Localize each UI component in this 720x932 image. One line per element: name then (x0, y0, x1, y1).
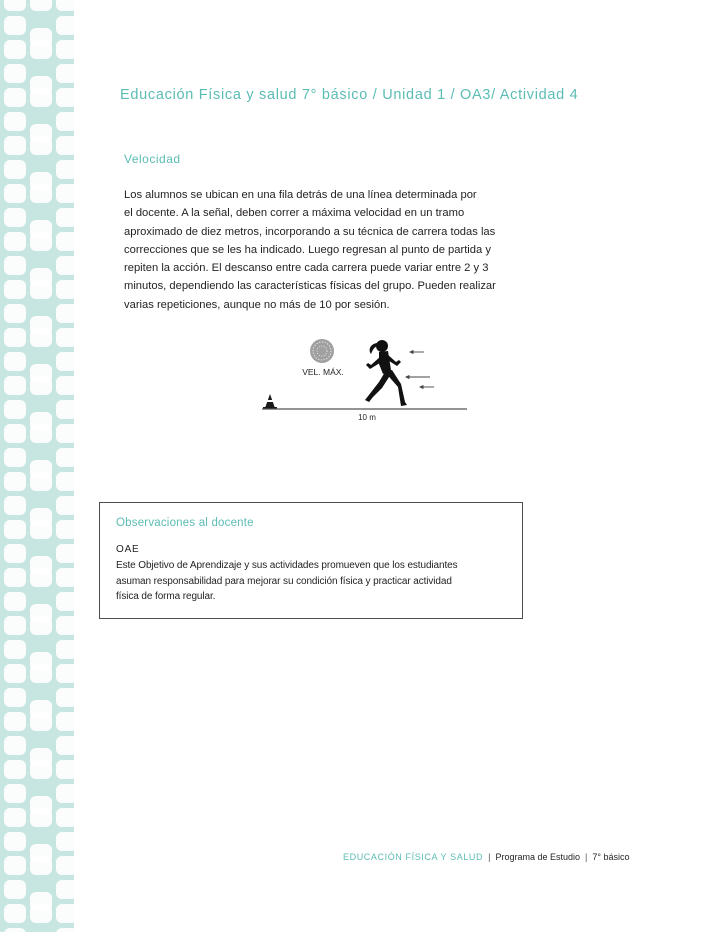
decorative-tile (4, 544, 26, 563)
observations-line: física de forma regular. (116, 591, 216, 602)
decorative-tile (4, 160, 26, 179)
decorative-tile (30, 328, 52, 347)
decorative-tile (30, 424, 52, 443)
decorative-tile (4, 712, 26, 731)
decorative-tile (56, 928, 74, 932)
decorative-tile (56, 376, 74, 395)
decorative-tile (30, 568, 52, 587)
decorative-tile (4, 880, 26, 899)
decorative-tile (30, 616, 52, 635)
decorative-tile (56, 856, 74, 875)
observations-line: asuman responsabilidad para mejorar su condición física y practicar actividad (116, 575, 452, 587)
decorative-tile (56, 496, 74, 515)
footer-separator: | (488, 852, 491, 862)
speed-dial-icon (310, 339, 334, 363)
decorative-tile (56, 640, 74, 659)
page-header-title: Educación Física y salud 7° básico / Unidad 1 / OA3/ Actividad 4 (120, 87, 579, 103)
runner-icon (365, 340, 407, 406)
decorative-tile (30, 520, 52, 539)
decorative-tile (4, 376, 26, 395)
decorative-tile (4, 760, 26, 779)
decorative-tile (56, 0, 74, 11)
decorative-tile (30, 232, 52, 251)
decorative-tile (4, 784, 26, 803)
cone-icon (263, 394, 277, 410)
decorative-tile (4, 856, 26, 875)
speed-label: VEL. MÁX. (302, 367, 344, 377)
decorative-tile (4, 184, 26, 203)
decorative-tile (4, 400, 26, 419)
footer-separator: | (585, 852, 588, 862)
description-line: varias repeticiones, aunque no más de 10 por sesión. (124, 298, 390, 311)
decorative-tile (56, 904, 74, 923)
decorative-tile (30, 136, 52, 155)
decorative-tile (4, 0, 26, 11)
decorative-tile (56, 352, 74, 371)
decorative-tile (56, 832, 74, 851)
observations-text (116, 558, 516, 605)
decorative-tile (56, 760, 74, 779)
decorative-tile (56, 592, 74, 611)
decorative-tile (56, 424, 74, 443)
decorative-tile (4, 616, 26, 635)
description-line: minutos, dependiendo las características físicas del grupo. Pueden realizar (124, 280, 496, 293)
decorative-tile (30, 664, 52, 683)
decorative-tile (4, 568, 26, 587)
footer-grade: 7° básico (592, 852, 630, 862)
decorative-tile (56, 520, 74, 539)
decorative-side-strip (0, 0, 74, 932)
decorative-tile (56, 472, 74, 491)
decorative-tile (56, 568, 74, 587)
decorative-tile (56, 688, 74, 707)
decorative-tile (4, 208, 26, 227)
decorative-tile (4, 448, 26, 467)
decorative-tile (56, 712, 74, 731)
description-line: el docente. A la señal, deben correr a máxima velocidad en un tramo (124, 207, 465, 220)
decorative-tile (4, 16, 26, 35)
decorative-tile (30, 280, 52, 299)
decorative-tile (4, 424, 26, 443)
decorative-tile (4, 736, 26, 755)
decorative-tile (4, 280, 26, 299)
description-line: Los alumnos se ubican en una fila detrás de una línea determinada por (124, 189, 477, 201)
decorative-tile (4, 136, 26, 155)
decorative-tile (56, 64, 74, 83)
decorative-tile (56, 184, 74, 203)
decorative-tile (4, 664, 26, 683)
decorative-tile (4, 232, 26, 251)
decorative-tile (56, 808, 74, 827)
decorative-tile (56, 112, 74, 131)
decorative-tile (4, 304, 26, 323)
decorative-tile (56, 88, 74, 107)
decorative-tile (4, 928, 26, 932)
decorative-tile (56, 448, 74, 467)
decorative-tile (56, 880, 74, 899)
decorative-tile (30, 760, 52, 779)
observations-label: OAE (116, 544, 140, 555)
description-line: aproximado de diez metros, incorporando a su técnica de carrera todas las (124, 225, 496, 238)
description-line: repiten la acción. El descanso entre cada carrera puede variar entre 2 y 3 (124, 262, 489, 275)
decorative-tile (4, 808, 26, 827)
decorative-tile (30, 904, 52, 923)
decorative-tile (56, 256, 74, 275)
decorative-tile (4, 832, 26, 851)
decorative-tile (30, 472, 52, 491)
observations-line: Este Objetivo de Aprendizaje y sus actividades promueven que los estudiantes (116, 560, 458, 571)
decorative-tile (4, 496, 26, 515)
decorative-tile (30, 856, 52, 875)
decorative-tile (4, 64, 26, 83)
decorative-tile (4, 112, 26, 131)
decorative-tile (56, 616, 74, 635)
decorative-tile (30, 88, 52, 107)
description-line: correcciones que se les ha indicado. Luego regresan al punto de partida y (124, 243, 491, 256)
decorative-tile (30, 184, 52, 203)
footer-program: Programa de Estudio (495, 852, 580, 862)
speed-arrows-icon (406, 351, 434, 389)
decorative-tile (4, 688, 26, 707)
decorative-tile (56, 40, 74, 59)
page-footer (343, 852, 629, 862)
footer-course: EDUCACIÓN FÍSICA Y SALUD (343, 852, 484, 862)
observations-box (99, 502, 523, 619)
activity-title: Velocidad (124, 152, 181, 166)
decorative-tile (30, 376, 52, 395)
decorative-tile (4, 520, 26, 539)
decorative-tile (56, 328, 74, 347)
distance-label: 10 m (358, 413, 376, 422)
decorative-tile (30, 712, 52, 731)
decorative-tile (30, 808, 52, 827)
decorative-tile (56, 208, 74, 227)
decorative-tile (56, 16, 74, 35)
decorative-tile (56, 232, 74, 251)
decorative-tile (4, 472, 26, 491)
observations-title: Observaciones al docente (116, 517, 254, 529)
activity-description (124, 186, 524, 314)
decorative-tile (56, 784, 74, 803)
sprint-illustration (258, 334, 470, 424)
decorative-tile (4, 256, 26, 275)
decorative-tile (56, 664, 74, 683)
decorative-tile (4, 88, 26, 107)
decorative-tile (56, 136, 74, 155)
decorative-tile (56, 304, 74, 323)
decorative-tile (4, 904, 26, 923)
decorative-tile (30, 0, 52, 11)
decorative-tile (4, 592, 26, 611)
decorative-tile (56, 280, 74, 299)
decorative-tile (4, 40, 26, 59)
decorative-tile (30, 40, 52, 59)
decorative-tile (4, 640, 26, 659)
decorative-tile (4, 328, 26, 347)
decorative-tile (56, 736, 74, 755)
decorative-tile (4, 352, 26, 371)
decorative-tile (56, 544, 74, 563)
decorative-tile (56, 160, 74, 179)
decorative-tile (56, 400, 74, 419)
